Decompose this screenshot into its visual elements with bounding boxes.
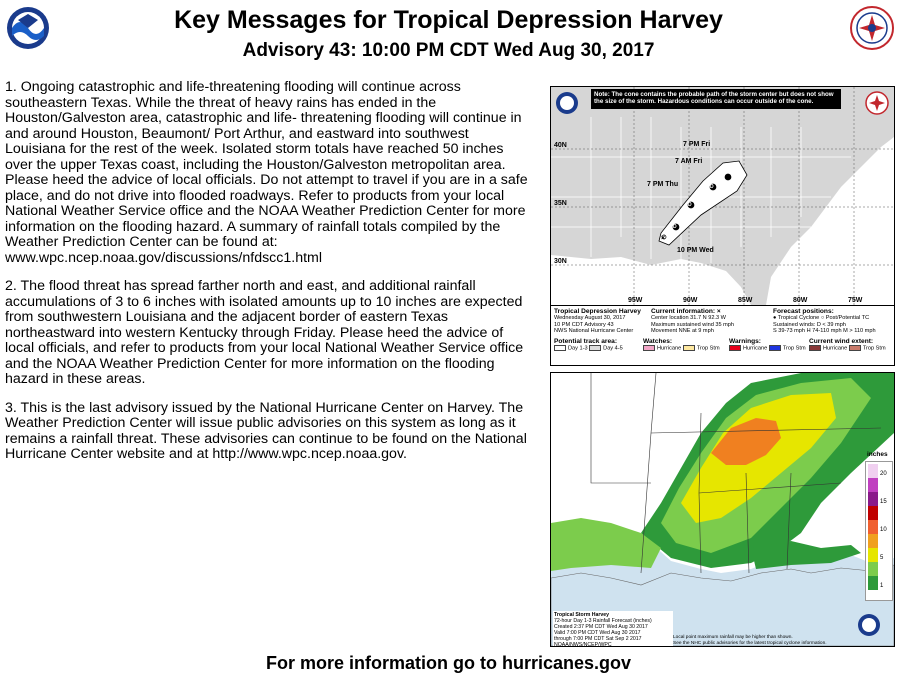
legend-max-wind: Maximum sustained wind 35 mph: [651, 321, 735, 328]
scale-band-1: [868, 464, 878, 478]
wind-hurricane-swatch: [809, 345, 821, 351]
cone-disclaimer-note: Note: The cone contains the probable path of the storm center but does not show the size of the storm. Hazardous conditions can occur outside of the cone.: [591, 89, 841, 109]
day13-swatch: [554, 345, 566, 351]
scale-tick-10: 10: [880, 527, 887, 533]
rain-caption-line-3: Created 2:37 PM CDT Wed Aug 30 2017: [554, 624, 648, 630]
rain-caption-line-6: NOAA/NWS/NCEP/WPC: [554, 642, 612, 647]
lon-label-90w: 90W: [683, 297, 698, 304]
forecast-cone-map: [550, 86, 895, 366]
scale-band-5: [868, 520, 878, 534]
legend-advisory: 10 PM CDT Advisory 43: [554, 321, 614, 328]
forecast-label-7am-fri: 7 AM Fri: [675, 158, 703, 165]
day45-swatch: [589, 345, 601, 351]
legend-wind-extent-head: Current wind extent:: [809, 338, 874, 345]
scale-band-2: [868, 478, 878, 492]
footer-link-text: For more information go to hurricanes.gov: [265, 653, 632, 673]
lat-label-30n: 30N: [554, 258, 567, 265]
svg-text:×: ×: [661, 235, 666, 242]
legend-current-info-head: Current information: ×: [651, 308, 721, 315]
lon-label-75w: 75W: [848, 297, 863, 304]
legend-day45: Day 4-5: [603, 345, 623, 352]
legend-wind-trop-stm: Trop Stm: [862, 345, 886, 352]
rain-note-line-1: Local point maximum rainfall may be higher than shown.: [673, 635, 793, 640]
legend-watch-trop-stm: Trop Stm: [696, 345, 720, 352]
lon-label-95w: 95W: [628, 297, 643, 304]
legend-tc-type: ● Tropical Cyclone ○ Post/Potential TC: [773, 315, 870, 322]
forecast-label-10pm-wed: 10 PM Wed: [677, 247, 714, 254]
lon-label-85w: 85W: [738, 297, 753, 304]
legend-day13: Day 1-3: [568, 345, 588, 352]
rain-caption-line-4: Valid 7:00 PM CDT Wed Aug 30 2017: [554, 630, 641, 636]
legend-winds-line2: S 39-73 mph H 74-110 mph M > 110 mph: [773, 328, 876, 335]
legend-center: NWS National Hurricane Center: [554, 328, 634, 335]
scale-tick-15: 15: [880, 499, 887, 505]
key-messages: [5, 80, 533, 476]
watch-hurricane-swatch: [643, 345, 655, 351]
forecast-label-7pm-fri: 7 PM Fri: [683, 141, 711, 148]
lat-label-35n: 35N: [554, 200, 567, 207]
lon-label-80w: 80W: [793, 297, 808, 304]
legend-track-head: Potential track area:: [554, 338, 618, 345]
legend-wind-hurricane: Hurricane: [823, 345, 848, 352]
rainfall-note: [673, 635, 858, 646]
point-letter-d3: D: [710, 184, 714, 190]
scale-tick-1: 1: [880, 583, 884, 589]
advisory-subtitle: Advisory 43: 10:00 PM CDT Wed Aug 30, 2017: [242, 40, 655, 61]
wind-trop-stm-swatch: [849, 345, 861, 351]
scale-band-3: [868, 492, 878, 506]
legend-warnings-head: Warnings:: [729, 338, 761, 345]
rain-scale-title: inches: [867, 451, 888, 458]
legend-storm-name: Tropical Depression Harvey: [554, 308, 641, 315]
legend-center-location: Center location 31.7 N 92.3 W: [651, 315, 726, 322]
legend-movement: Movement NNE at 9 mph: [651, 328, 714, 335]
rain-caption-line-1: Tropical Storm Harvey: [554, 612, 610, 618]
legend-warning-hurricane: Hurricane: [743, 345, 768, 352]
cone-map-graphic: [551, 87, 894, 305]
lat-label-40n: 40N: [554, 142, 567, 149]
forecast-label-7pm-thu: 7 PM Thu: [647, 181, 679, 188]
legend-forecast-head: Forecast positions:: [773, 308, 834, 315]
scale-tick-5: 5: [880, 555, 884, 561]
watch-trop-stm-swatch: [683, 345, 695, 351]
legend-watches-head: Watches:: [643, 338, 673, 345]
point-letter-d2: D: [688, 202, 692, 208]
rain-caption-line-5: through 7:00 PM CDT Sat Sep 2 2017: [554, 636, 642, 642]
legend-winds-line1: Sustained winds: D < 39 mph: [773, 321, 846, 328]
legend-watch-hurricane: Hurricane: [657, 345, 682, 352]
page-title: Key Messages for Tropical Depression Harvey: [174, 6, 723, 34]
rainfall-scale: [865, 461, 893, 601]
warning-trop-stm-swatch: [769, 345, 781, 351]
warning-hurricane-swatch: [729, 345, 741, 351]
scale-band-9: [868, 576, 878, 590]
scale-band-4: [868, 506, 878, 520]
legend-warning-trop-stm: Trop Stm: [782, 345, 806, 352]
rainfall-map-graphic: [551, 373, 894, 646]
scale-band-6: [868, 534, 878, 548]
key-message-3: 3. This is the last advisory issued by the National Hurricane Center on Harvey. The Weather Prediction Center will issue public advisories on this system as long as it remains a rainfall threat. These advisories can continue to be found on the National Hurricane Center website and at http://www.wpc.ncep.noaa.gov.: [5, 399, 527, 462]
scale-band-8: [868, 562, 878, 576]
legend-date: Wednesday August 30, 2017: [554, 315, 626, 322]
rain-caption-line-2: 72-hour Day 1-3 Rainfall Forecast (inches): [554, 618, 652, 624]
key-message-2: 2. The flood threat has spread farther north and east, and additional rainfall accumulations of 3 to 6 inches with isolated amounts up to 10 inches are expected from southwestern Louisiana and the adjacent border of eastern Texas northeastward into western Kentucky through Friday. Please heed the advice of local officials, and refer to products from your local National Weather Service office and the NOAA Weather Prediction Center for more information on the flooding hazard in these areas.: [5, 278, 524, 387]
rainfall-caption: [553, 611, 673, 647]
rain-note-line-2: See the NHC public advisories for the latest tropical cyclone information.: [673, 640, 827, 646]
key-message-1: 1. Ongoing catastrophic and life-threatening flooding will continue across southeastern Texas. While the threat of heavy rains has ended in the Houston/Galveston area, catastrophic and life- threatening flooding will continue in and around Houston, Beaumont/ Port Arthur, and eastward into southwest Louisiana for the rest of the week. Isolated storm totals have reached 50 inches over the upper Texas coast, including the Houston/Galveston metropolitan area. Please heed the advice of local officials. Do not attempt to travel if you are in a safe place, and do not drive into flooded roadways. Refer to products from your local National Weather Service office and the NOAA Weather Prediction Center for more information on the flooding hazard. A summary of rainfall totals compiled by the Weather Prediction Center can be found at: www.wpc.ncep.noaa.gov/discussions/nfdscc1.html: [5, 79, 528, 266]
rainfall-forecast-map: [550, 372, 895, 647]
point-letter-d1: D: [673, 224, 677, 230]
scale-band-7: [868, 548, 878, 562]
scale-tick-20: 20: [880, 471, 887, 477]
cone-map-legend: [551, 305, 894, 365]
